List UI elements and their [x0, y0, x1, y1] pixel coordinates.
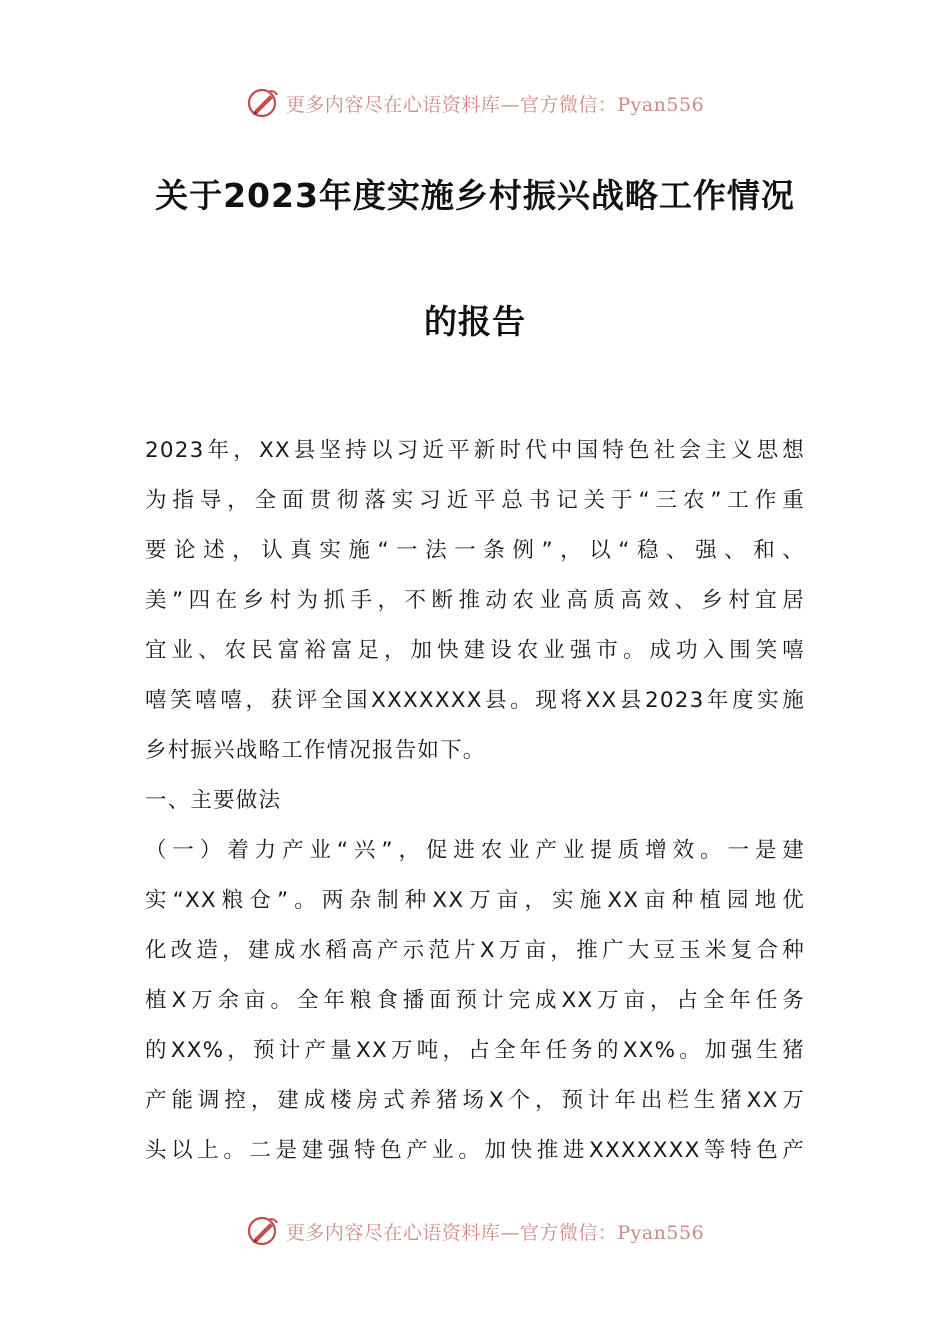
section-heading: 一、主要做法 — [145, 788, 282, 813]
body-line: 乡村振兴战略工作情况报告如下。 — [145, 738, 486, 763]
watermark-text: 更多内容尽在心语资料库—官方微信：Pyan556 — [285, 1221, 705, 1244]
body-line: 产能调控，建成楼房式养猪场X个，预计年出栏生猪XX万 — [145, 1088, 805, 1113]
document-title-line-1: 关于2023年度实施乡村振兴战略工作情况 — [155, 176, 795, 215]
watermark-footer — [0, 1211, 950, 1251]
watermark-header — [0, 83, 950, 123]
body-line: （一）着力产业“兴”，促进农业产业提质增效。一是建 — [145, 838, 805, 863]
pen-logo-icon — [246, 1214, 280, 1248]
pen-logo-icon — [246, 86, 280, 120]
body-line: 实“XX粮仓”。两杂制种XX万亩，实施XX亩种植园地优 — [145, 888, 805, 913]
body-line: 为指导，全面贯彻落实习近平总书记关于“三农”工作重 — [145, 488, 805, 513]
body-line: 2023年，XX县坚持以习近平新时代中国特色社会主义思想 — [145, 438, 805, 463]
body-line: 要论述，认真实施“一法一条例”，以“稳、强、和、 — [145, 538, 805, 563]
body-line: 嘻笑嘻嘻，获评全国XXXXXXX县。现将XX县2023年度实施 — [145, 688, 805, 713]
body-line: 的XX%，预计产量XX万吨，占全年任务的XX%。加强生猪 — [145, 1038, 805, 1063]
watermark-text: 更多内容尽在心语资料库—官方微信：Pyan556 — [285, 93, 705, 116]
body-line: 头以上。二是建强特色产业。加快推进XXXXXXX等特色产 — [145, 1138, 805, 1163]
document-body — [145, 426, 805, 1176]
body-line: 化改造，建成水稻高产示范片X万亩，推广大豆玉米复合种 — [145, 938, 805, 963]
body-line: 宜业、农民富裕富足，加快建设农业强市。成功入围笑嘻 — [145, 638, 805, 663]
body-line: 美”四在乡村为抓手，不断推动农业高质高效、乡村宜居 — [145, 588, 805, 613]
body-line: 植X万余亩。全年粮食播面预计完成XX万亩，占全年任务 — [145, 988, 805, 1013]
document-title-line-2: 的报告 — [424, 302, 526, 341]
